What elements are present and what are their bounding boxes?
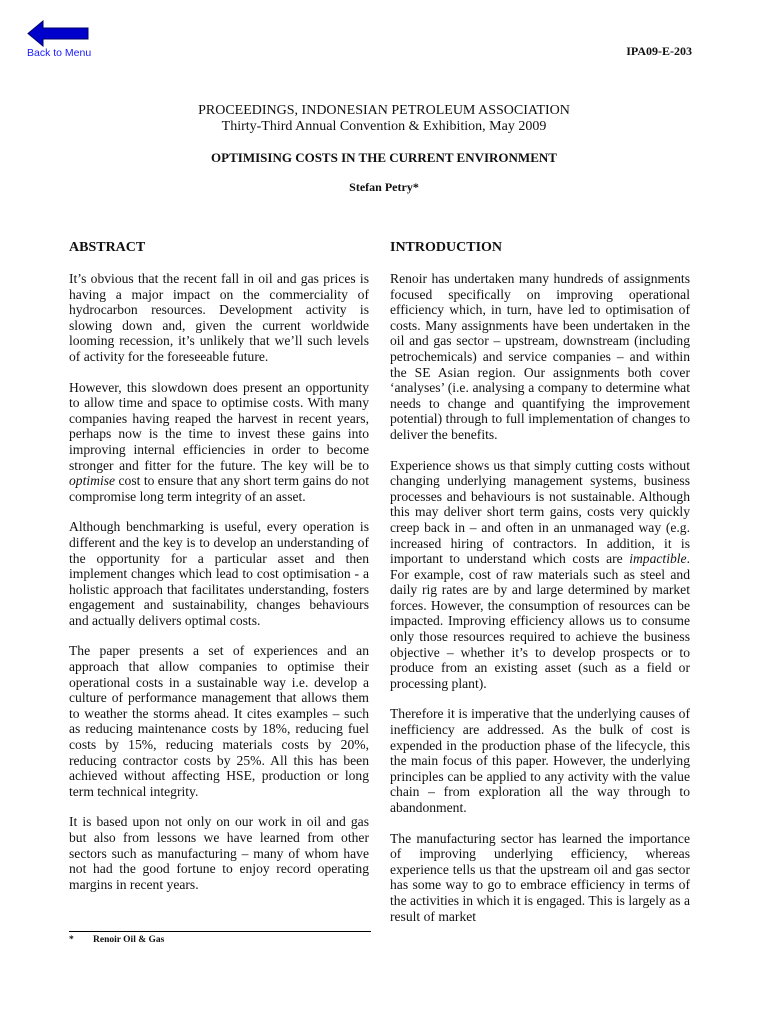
left-arrow-icon[interactable] [27, 20, 89, 47]
abstract-paragraph: It is based upon not only on our work in oil and gas but also from lessons we have learned from other sectors such as manufacturing – many of whom have not had the good fortune to enjoy record operating margins in recent years. [69, 814, 369, 892]
back-to-menu-link[interactable]: Back to Menu [27, 47, 92, 59]
author-name: Stefan Petry* [349, 180, 419, 194]
abstract-column [69, 240, 369, 907]
proceedings-header: PROCEEDINGS, INDONESIAN PETROLEUM ASSOCIATION [198, 103, 570, 118]
convention-subheader: Thirty-Third Annual Convention & Exhibition, May 2009 [221, 119, 547, 134]
abstract-paragraph: However, this slowdown does present an opportunity to allow time and space to optimise costs. With many companies having reaped the harvest in recent years, perhaps now is the time to invest these gains into improving internal efficiencies in order to become stronger and fitter for the future. The key will be to optimise cost to ensure that any short term gains do not compromise long term integrity of an asset. [69, 379, 369, 504]
emphasis-optimise: optimise [69, 473, 116, 489]
introduction-paragraph: Renoir has undertaken many hundreds of assignments focused specifically on improving operational efficiency which, in turn, have led to optimisation of costs. Many assignments have been undertaken in the oil and gas sector – upstream, downstream (including petrochemicals) and service companies – and within the SE Asian region. Our assignments both cover ‘analyses’ (i.e. analysing a company to determine what needs to change and quantifying the improvement potential) through to full implementation of changes to deliver the benefits. [390, 271, 690, 442]
abstract-paragraph: It’s obvious that the recent fall in oil and gas prices is having a major impact on the commerciality of hydrocarbon resources. Development activity is slowing down and, given the current worldwide looming recession, it’s unlikely that we’ll such levels of activity for the foreseeable future. [69, 271, 369, 364]
introduction-column [390, 240, 690, 939]
paper-id: IPA09-E-203 [626, 44, 692, 58]
abstract-heading: ABSTRACT [69, 240, 146, 255]
abstract-paragraph: The paper presents a set of experiences and an approach that allow companies to optimise their operational costs in a sustainable way i.e. develop a culture of performance management that allows them to weather the storms ahead. It cites examples – such as reducing maintenance costs by 18%, reducing fuel costs by 15%, reducing materials costs by 20%, reducing contractor costs by 25%. All this has been achieved without affecting HSE, production or long term technical integrity. [69, 643, 369, 799]
introduction-heading: INTRODUCTION [390, 240, 503, 255]
footnote-text: Renoir Oil & Gas [93, 935, 165, 945]
abstract-paragraph: Although benchmarking is useful, every operation is different and the key is to develop an understanding of the opportunity for a particular asset and then implement changes which lead to cost optimisation - a holistic approach that facilitates understanding, fosters engagement and sustainability, changes behaviours and actually delivers optimal costs. [69, 519, 369, 628]
footnote-divider [69, 931, 371, 932]
introduction-paragraph: Therefore it is imperative that the underlying causes of inefficiency are addressed. As the bulk of cost is expended in the production phase of the lifecycle, this the main focus of this paper. However, the underlying principles can be applied to any activity with the value chain – from exploration all the way through to abandonment. [390, 706, 690, 815]
footnote [69, 935, 164, 945]
footnote-mark: * [69, 935, 74, 945]
introduction-paragraph: Experience shows us that simply cutting costs without changing underlying management systems, business processes and behaviours is not sustainable. Although this may deliver short term gains, costs very quickly creep back in – and often in an unmanaged way (e.g. increased hiring of contractors. In addition, it is important to understand which costs are impactible. For example, cost of raw materials such as steel and daily rig rates are by and large determined by market forces. However, the consumption of resources can be impacted. Improving efficiency allows us to consume only those resources required to achieve the business objective – whether it’s to develop prospects or to produce from an existing asset (such as a field or processing plant). [390, 457, 690, 691]
introduction-paragraph: The manufacturing sector has learned the importance of improving underlying efficiency, whereas experience tells us that the upstream oil and gas sector has some way to go to embrace efficiency in terms of the activities in which it is engaged. This is largely as a result of market [390, 830, 691, 924]
emphasis-impactible: impactible [629, 551, 687, 567]
paper-title: OPTIMISING COSTS IN THE CURRENT ENVIRONMENT [211, 150, 557, 165]
